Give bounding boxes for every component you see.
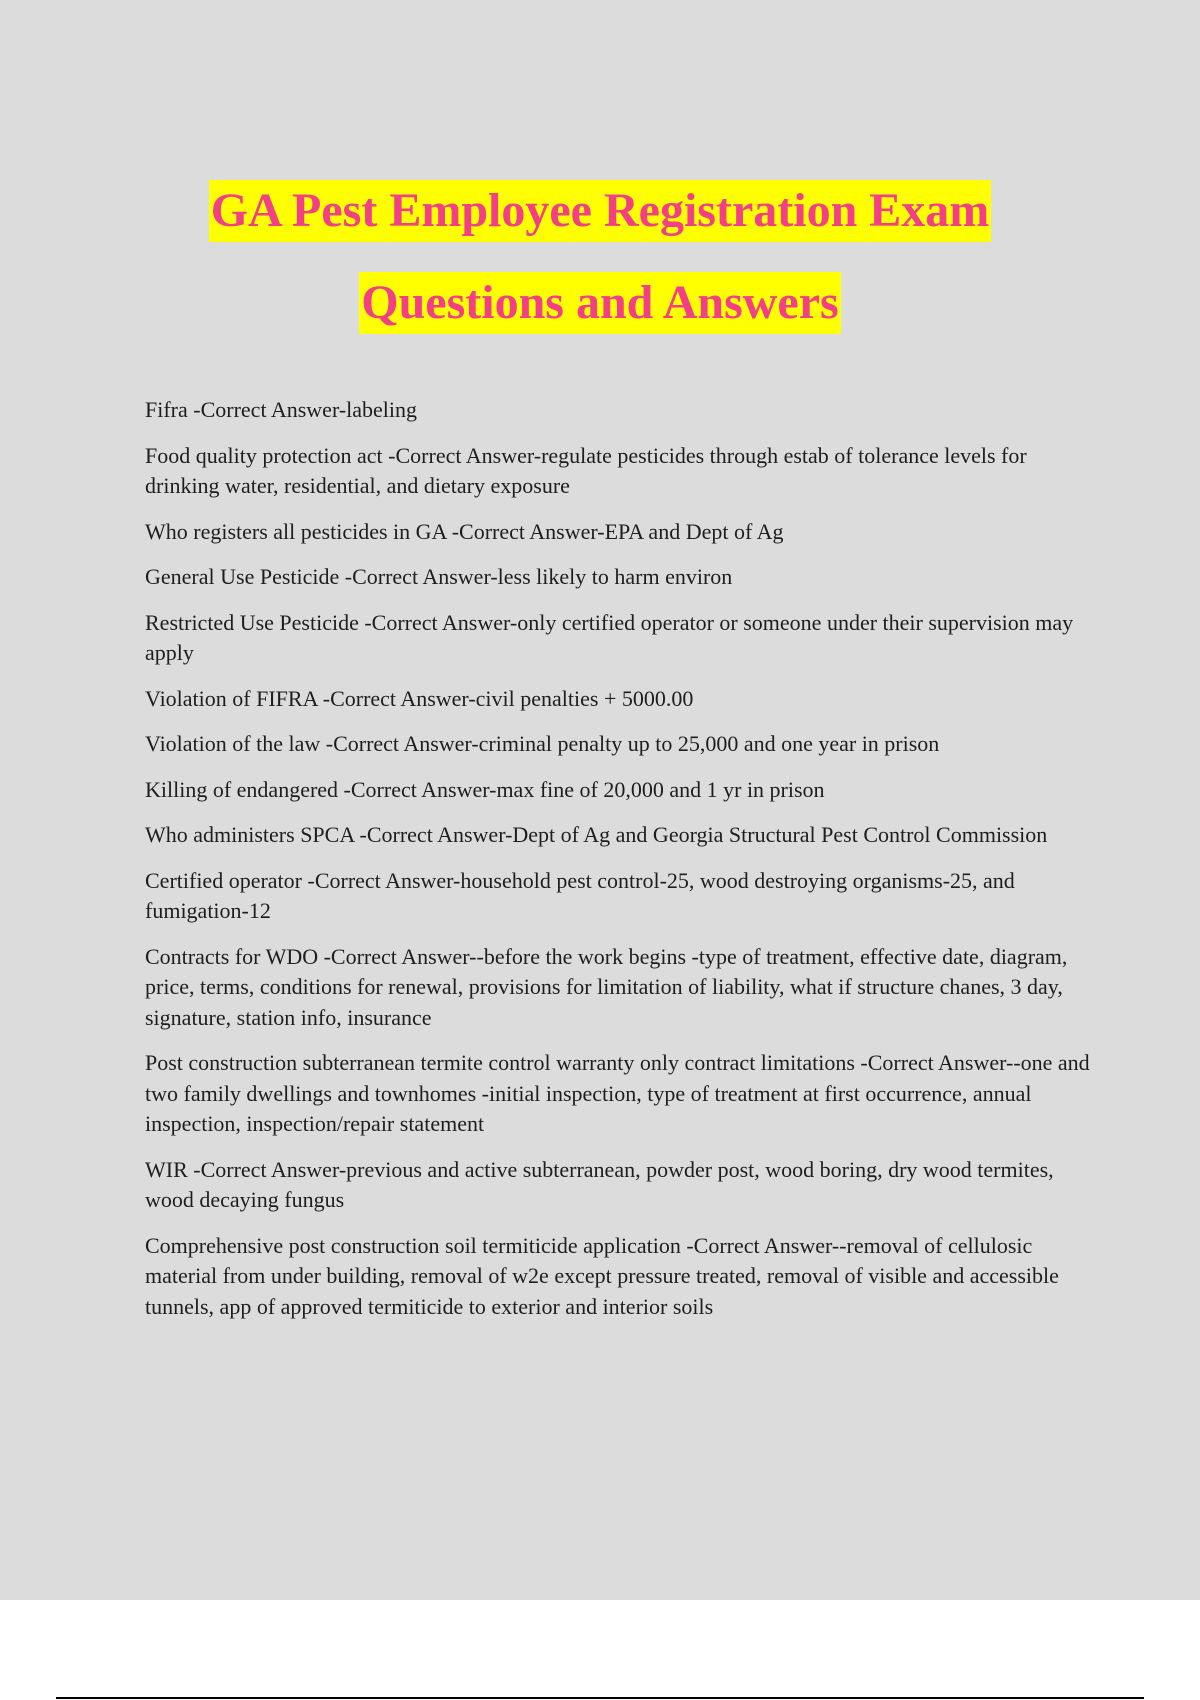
qa-entry-killing-of-endangered: Killing of endangered -Correct Answer-max fine of 20,000 and 1 yr in prison [145, 776, 825, 802]
qa-entry-spca-administration: Who administers SPCA -Correct Answer-Dept of Ag and Georgia Structural Pest Control Commission [145, 822, 1048, 847]
qa-entry-restricted-use-pesticide: Restricted Use Pesticide -Correct Answer-only certified operator or someone under their supervision may apply [145, 609, 1074, 665]
qa-entry-wdo-contracts: Contracts for WDO -Correct Answer--before the work begins -type of treatment, effective date, diagram, price, terms, conditions for renewal, provisions for limitation of liability, what if structure chanes, 3 day, signature, station info, insurance [145, 943, 1068, 1030]
qa-entry-fifra: Fifra -Correct Answer-labeling [145, 397, 418, 422]
qa-entry-pesticide-registration: Who registers all pesticides in GA -Correct Answer-EPA and Dept of Ag [145, 518, 784, 544]
qa-entry-termite-warranty: Post construction subterranean termite control warranty only contract limitations -Correct Answer--one and two family dwellings and townhomes -initial inspection, type of treatment at first occurrence, annual inspection, inspection/repair statement [145, 1050, 1090, 1136]
next-page-top-rule [56, 1697, 1144, 1699]
qa-entry-wir: WIR -Correct Answer-previous and active subterranean, powder post, wood boring, dry wood termites, wood decaying fungus [145, 1156, 1054, 1212]
qa-entry-certified-operator: Certified operator -Correct Answer-household pest control-25, wood destroying organisms-25, and fumigation-12 [145, 867, 1015, 923]
qa-entry-violation-of-law: Violation of the law -Correct Answer-criminal penalty up to 25,000 and one year in prison [145, 731, 940, 756]
title-line-1: GA Pest Employee Registration Exam [209, 180, 992, 242]
title-line-2: Questions and Answers [359, 272, 840, 334]
document-title [0, 165, 1200, 349]
qa-entry-food-quality-protection-act: Food quality protection act -Correct Answer-regulate pesticides through estab of tolerance levels for drinking water, residential, and dietary exposure [145, 442, 1027, 498]
qa-list [145, 395, 1090, 1337]
qa-entry-general-use-pesticide: General Use Pesticide -Correct Answer-less likely to harm environ [145, 564, 733, 589]
qa-entry-violation-of-fifra: Violation of FIFRA -Correct Answer-civil penalties + 5000.00 [145, 685, 694, 711]
qa-entry-soil-termiticide-application: Comprehensive post construction soil termiticide application -Correct Answer--removal of cellulosic material from under building, removal of w2e except pressure treated, removal of visible and accessible tunnels, app of approved termiticide to exterior and interior soils [145, 1232, 1059, 1319]
